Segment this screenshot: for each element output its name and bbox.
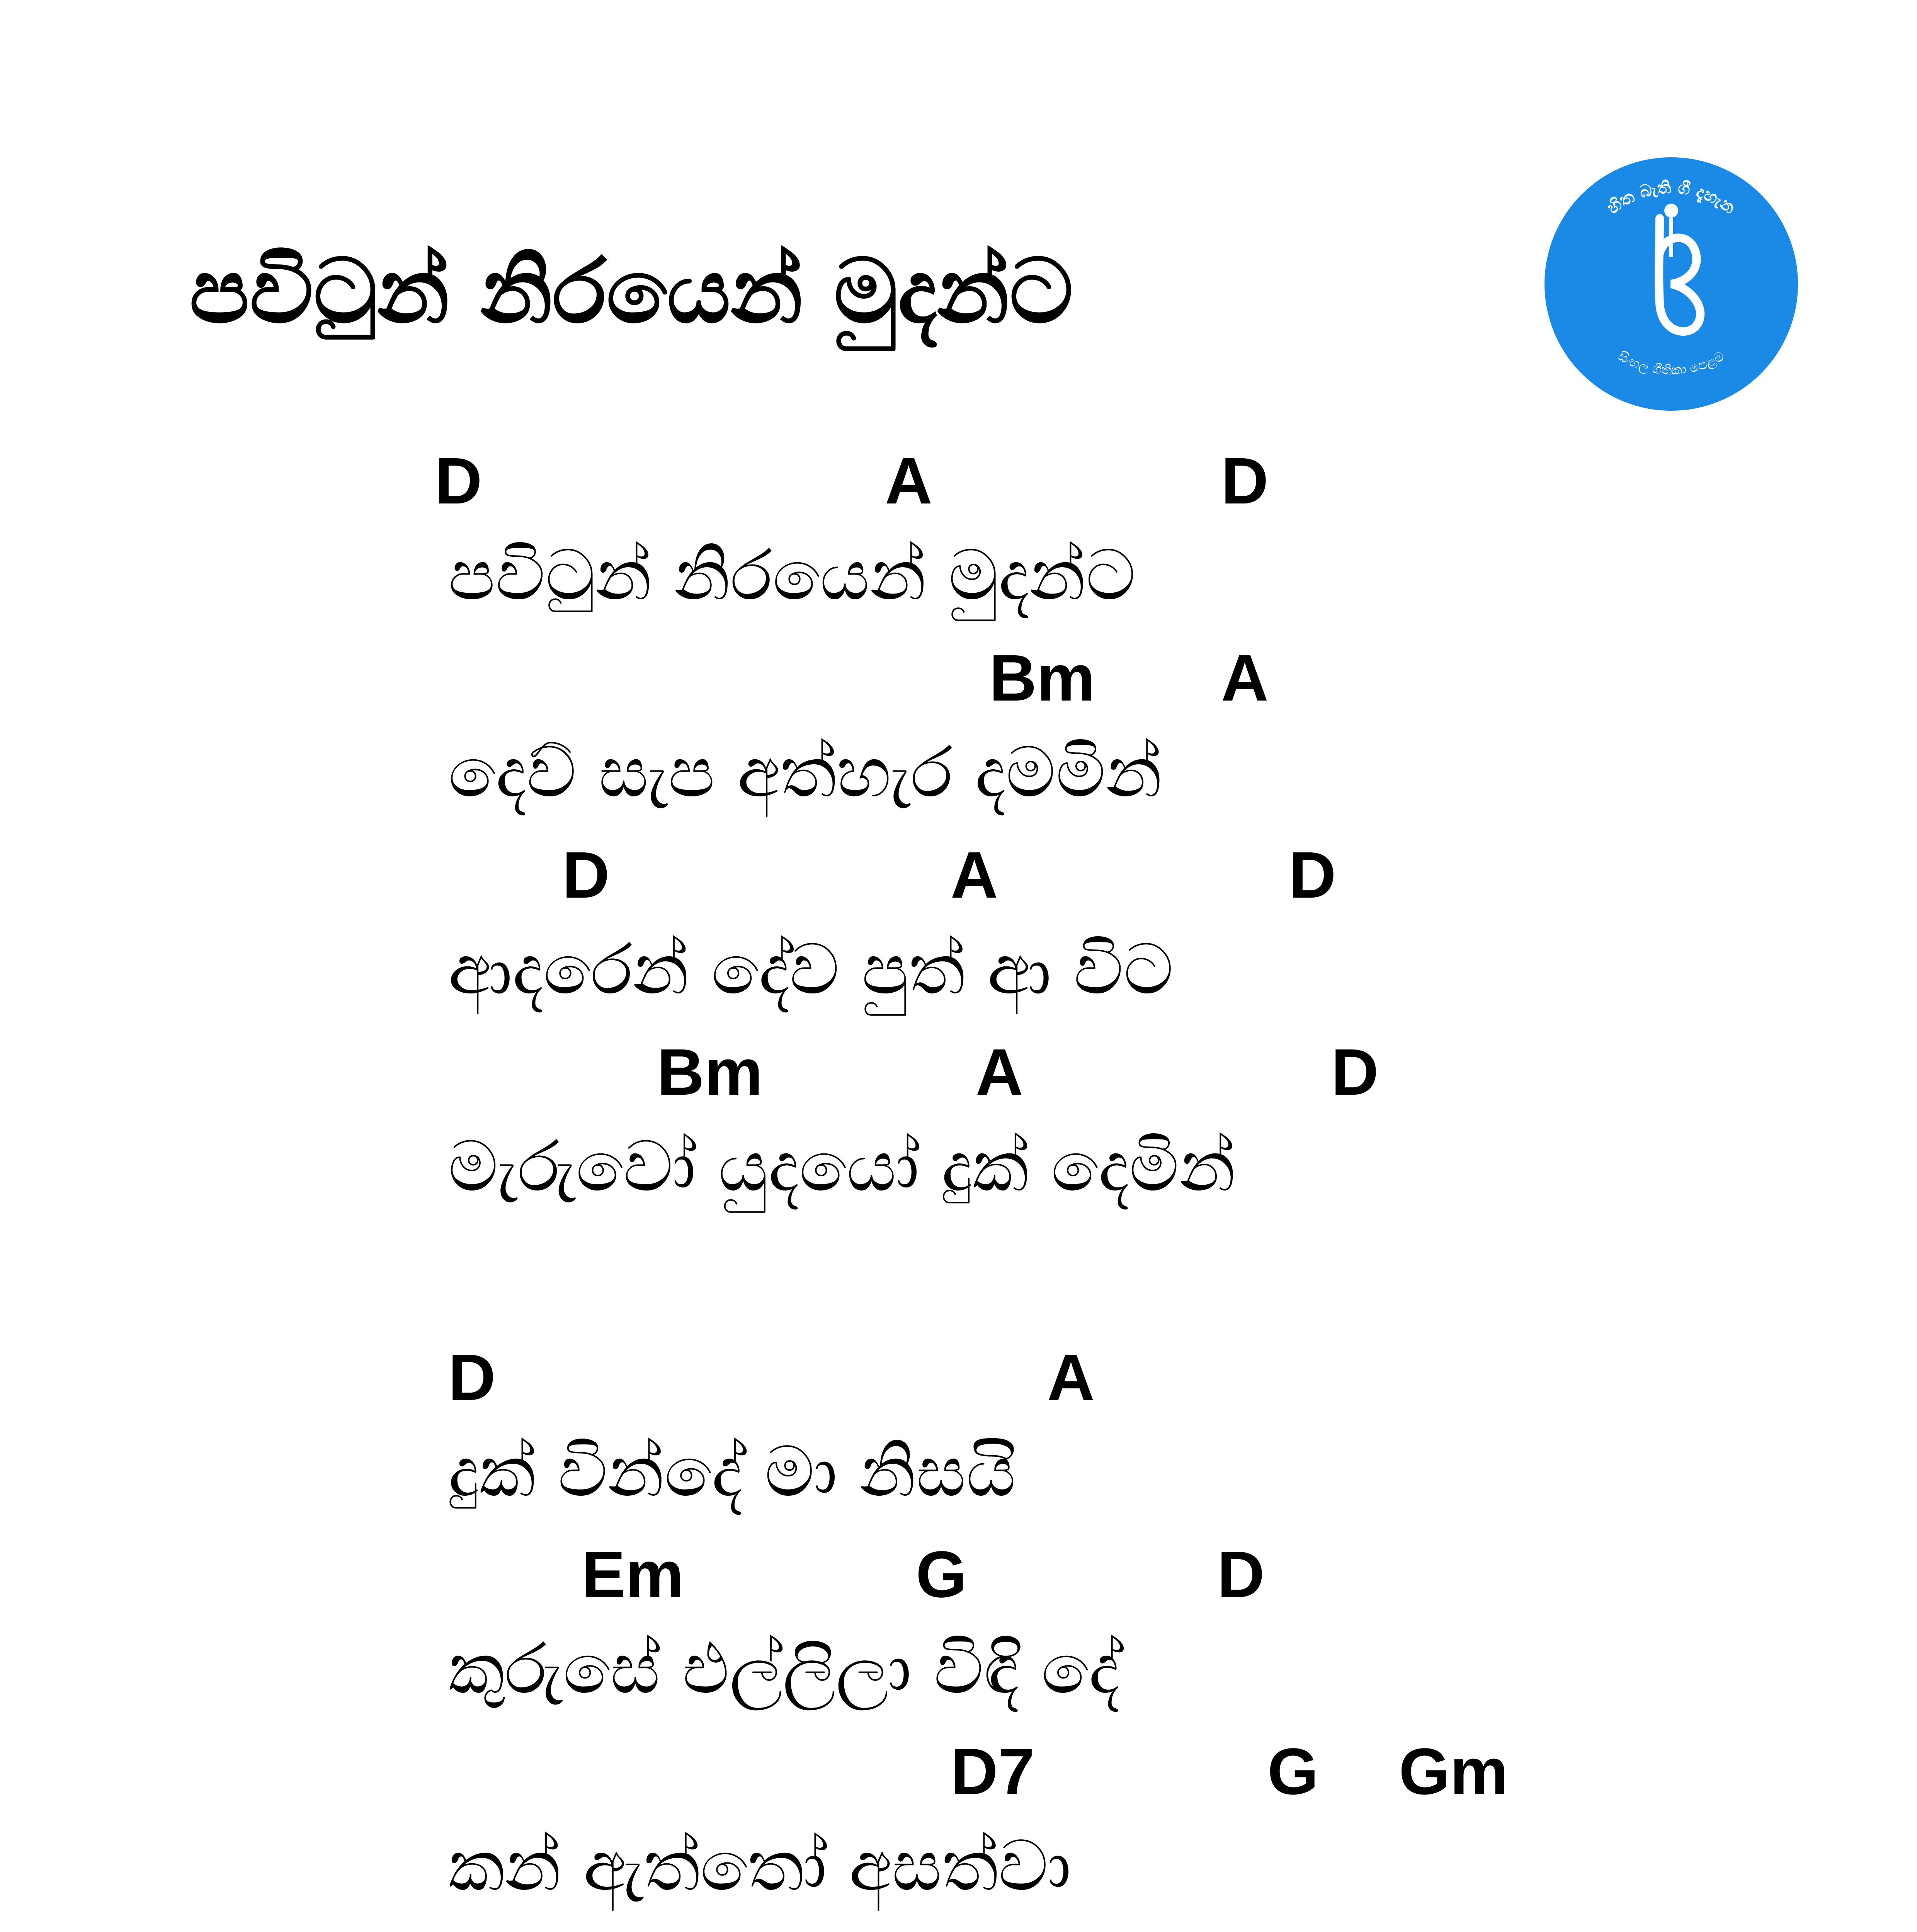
chord: D [1289,838,1336,912]
chord: D [448,1341,496,1414]
chord: D [1221,444,1269,518]
chord: Em [582,1538,684,1611]
chord: Gm [1399,1735,1509,1808]
chord: A [885,444,932,518]
chord: D [1217,1538,1265,1611]
chord: G [916,1538,967,1611]
lyric-line: මැරුවෝ යුදයෝ දුක් දෙමින් [448,1126,1236,1207]
lyric-line: දුක් වින්දේ මා නිසයි [448,1432,1016,1512]
lyric-line: කුරුසේ එල්ලිලා විඳි දේ [448,1629,1120,1709]
lyric-line: පවිටුන් නිරයෙන් මුදන්ට [448,535,1136,616]
lyric-line: කන් ඇත්තෝ අසත්වා [448,1826,1072,1906]
chord: D [562,838,610,912]
song-title: පවිටුන් නිරයෙන් මුදන්ට [189,240,1073,343]
lyric-line: දෙව් සැප අත්හැර දමමින් [448,732,1162,813]
chord: Bm [657,1036,763,1109]
logo-bottom-text: සිංහල ගීතිකා පෙළම [1615,348,1727,378]
chord: A [951,838,998,912]
chord: A [976,1036,1023,1109]
chord: D [435,444,482,518]
chord: A [1047,1341,1095,1414]
chord: D7 [951,1735,1035,1808]
guitar-b-logo-icon [1544,156,1799,412]
chord: A [1221,641,1269,715]
logo-top-text: හිත බැති ගී දෑහැන [1603,177,1739,218]
chord: Bm [989,641,1095,715]
lyric-line: ආදරෙන් දේව පුත් ආ විට [448,929,1174,1010]
chord: D [1331,1036,1379,1109]
chord: G [1267,1735,1319,1808]
